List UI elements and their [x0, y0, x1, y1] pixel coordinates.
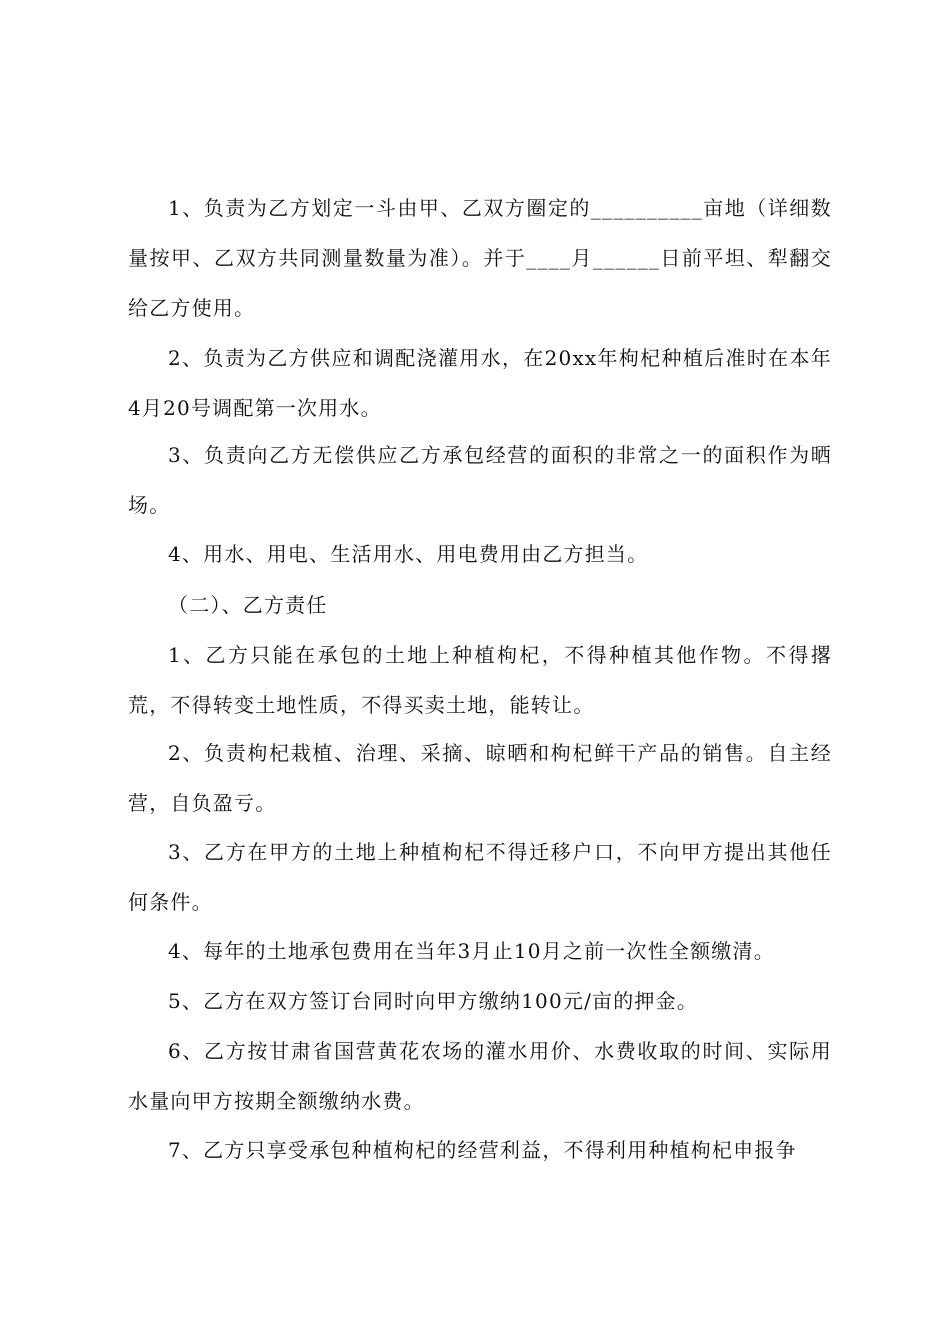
clause-b2: 2、负责枸杞栽植、治理、采摘、晾晒和枸杞鲜干产品的销售。自主经营，自负盈亏。 — [128, 741, 832, 815]
clause-a4: 4、用水、用电、生活用水、用电费用由乙方担当。 — [168, 542, 649, 566]
clause-b5: 5、乙方在双方签订台同时向甲方缴纳100元/亩的押金。 — [168, 989, 699, 1013]
clause-b6: 6、乙方按甘肃省国营黄花农场的灌水用价、水费收取的时间、实际用水量向甲方按期全额缴纳水费。 — [128, 1039, 832, 1113]
clause-a3: 3、负责向乙方无偿供应乙方承包经营的面积的非常之一的面积作为晒场。 — [128, 443, 832, 517]
clause-b7: 7、乙方只享受承包种植枸杞的经营利益，不得利用种植枸杞申报争 — [168, 1138, 797, 1162]
clause-b3: 3、乙方在甲方的土地上种植枸杞不得迁移户口，不向甲方提出其他任何条件。 — [128, 840, 832, 914]
clause-a1: 1、负责为乙方划定一斗由甲、乙双方圈定的__________亩地（详细数量按甲、乙双方共同测量数量为准）。并于____月______日前平坦、犁翻交给乙方使用。 — [128, 196, 832, 320]
section-heading: （二）、乙方责任 — [168, 593, 328, 617]
clause-b4: 4、每年的土地承包费用在当年3月止10月之前一次性全额缴清。 — [168, 939, 775, 963]
clause-b1: 1、乙方只能在承包的土地上种植枸杞，不得种植其他作物。不得撂荒，不得转变土地性质，不得买卖土地，能转让。 — [128, 643, 832, 717]
clause-a2: 2、负责为乙方供应和调配浇灌用水，在20xx年枸杞种植后准时在本年4月20号调配第一次用水。 — [128, 346, 832, 420]
